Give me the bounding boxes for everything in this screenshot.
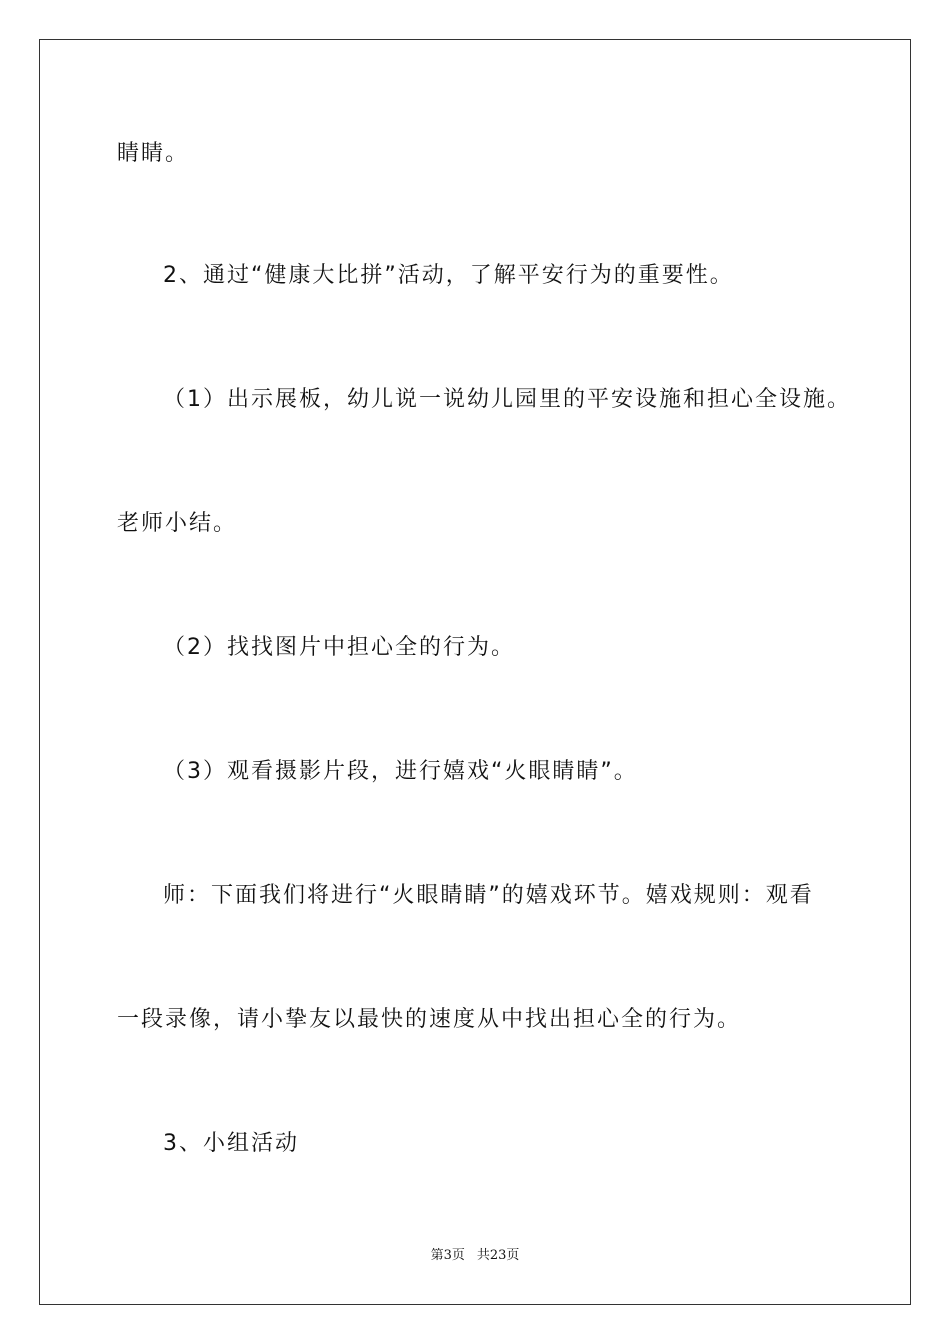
text-line-4: 老师小结。	[117, 511, 238, 536]
page-footer	[0, 1247, 950, 1265]
text-line-6: （3）观看摄影片段，进行嬉戏“火眼睛睛”。	[163, 759, 638, 784]
text-line-3: （1）出示展板，幼儿说一说幼儿园里的平安设施和担心全设施。	[163, 387, 851, 412]
text-line-8: 一段录像，请小挚友以最快的速度从中找出担心全的行为。	[117, 1007, 742, 1032]
text-line-2: 2、通过“健康大比拼”活动，了解平安行为的重要性。	[163, 263, 734, 288]
page-frame	[39, 39, 911, 1305]
text-line-5: （2）找找图片中担心全的行为。	[163, 635, 515, 660]
page-number: 第3页	[430, 1248, 465, 1263]
text-line-7: 师：下面我们将进行“火眼睛睛”的嬉戏环节。嬉戏规则：观看	[163, 883, 814, 908]
text-line-9: 3、小组活动	[163, 1131, 299, 1156]
text-line-1: 睛睛。	[117, 141, 190, 166]
page-total: 共23页	[476, 1248, 520, 1263]
